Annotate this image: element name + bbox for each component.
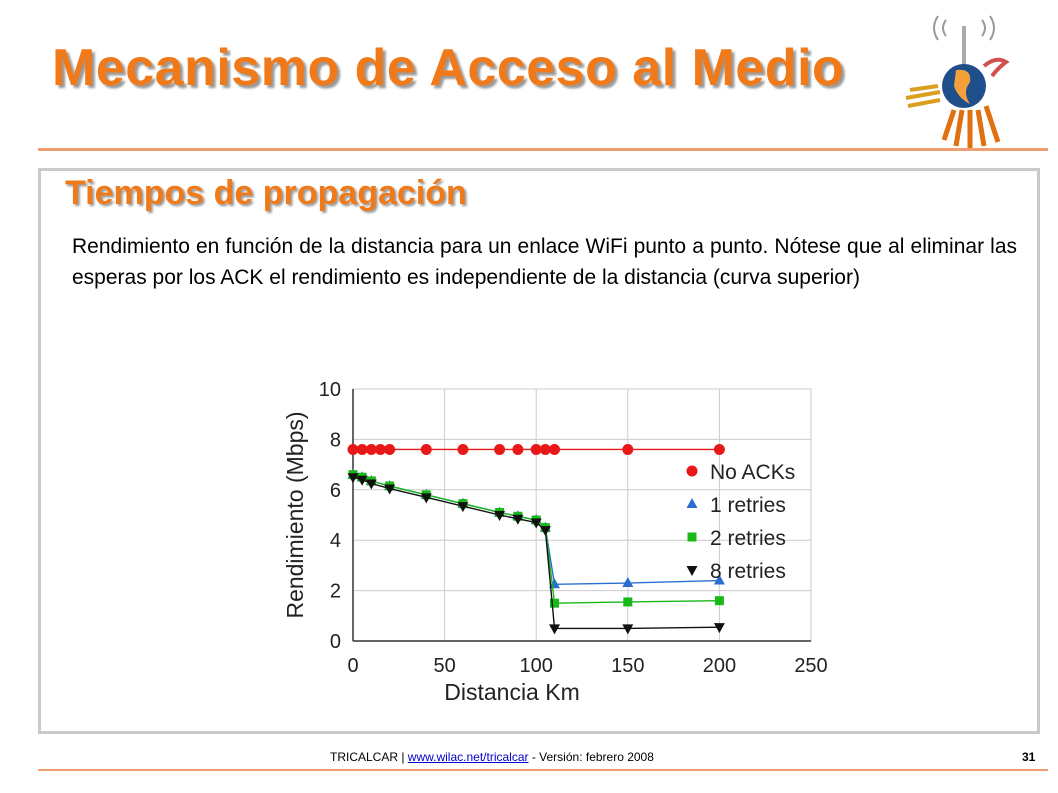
y-axis-label: Rendimiento (Mbps) <box>282 411 308 619</box>
x-tick-label: 50 <box>433 655 456 677</box>
data-point <box>457 444 468 455</box>
section-subtitle: Tiempos de propagación <box>65 174 467 212</box>
data-point <box>421 444 432 455</box>
title-divider <box>38 148 1048 151</box>
x-axis-label: Distancia Km <box>444 679 580 705</box>
y-tick-label: 8 <box>329 429 341 452</box>
y-tick-label: 6 <box>329 479 341 502</box>
throughput-vs-distance-chart <box>276 372 836 712</box>
data-point <box>623 597 632 606</box>
x-tick-label: 0 <box>347 655 359 677</box>
legend-marker <box>688 533 697 542</box>
data-point <box>494 444 505 455</box>
data-point <box>714 444 725 455</box>
legend-label: 1 retries <box>710 494 786 517</box>
legend-marker <box>687 466 698 477</box>
footer-version: - Versión: febrero 2008 <box>528 750 654 764</box>
description-text: Rendimiento en función de la distancia para un enlace WiFi punto a punto. Nótese que al eliminar las esperas por los ACK el rendimiento es independiente de la distancia (curva superior) <box>72 235 1017 289</box>
footer-divider <box>38 769 1048 771</box>
y-tick-label: 4 <box>329 530 341 553</box>
x-tick-label: 200 <box>702 655 737 677</box>
data-point <box>715 596 724 605</box>
legend-label: 8 retries <box>710 560 786 583</box>
data-point <box>384 444 395 455</box>
y-tick-label: 0 <box>329 631 341 653</box>
x-tick-label: 100 <box>519 655 553 677</box>
tricalcar-logo-icon <box>900 6 1040 156</box>
legend-label: No ACKs <box>710 461 796 484</box>
legend-label: 2 retries <box>710 527 786 550</box>
footer-brand: TRICALCAR | <box>330 750 408 764</box>
footer-link[interactable]: www.wilac.net/tricalcar <box>407 750 529 764</box>
data-point <box>549 444 560 455</box>
y-tick-label: 10 <box>318 379 341 401</box>
data-point <box>622 444 633 455</box>
footer <box>330 750 654 764</box>
x-tick-label: 150 <box>611 655 645 677</box>
x-tick-label: 250 <box>794 655 828 677</box>
slide-title: Mecanismo de Acceso al Medio <box>52 39 845 97</box>
y-tick-label: 2 <box>329 580 341 603</box>
data-point <box>512 444 523 455</box>
page-number: 31 <box>1022 750 1036 764</box>
